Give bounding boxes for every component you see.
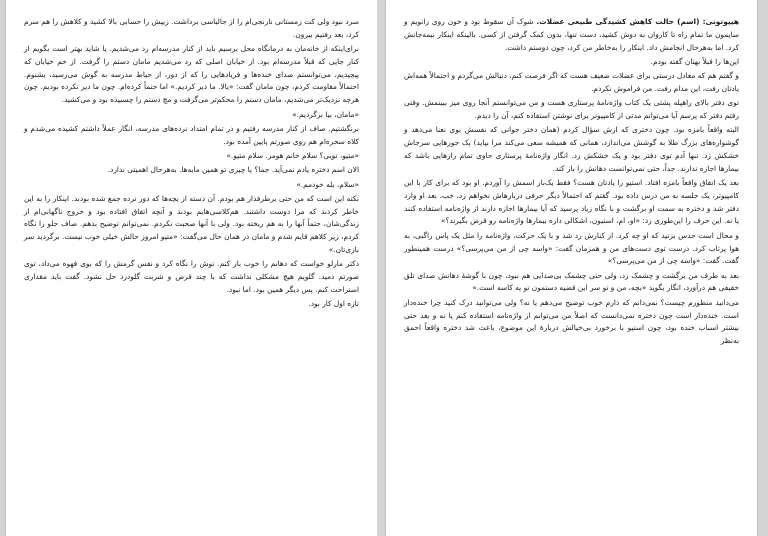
definition-title: هیپوتونی: (اسم) حالت کاهش کشیدگی طبیعی عضلات. [536, 17, 739, 26]
paragraph: «متیو، تویی؟ سلام خانم هومز. سلام متیو.» [226, 150, 359, 160]
paragraph [404, 16, 739, 54]
paragraph: البته واقعاً بامزه بود. چون دختری که ازش سؤال کردم (همان دختر جوانی که نفسش بوی نعنا می‌دهد و گوشواره‌های بزرگ طلا به گوشش می‌اندازد، همانی که همیشه سعی می‌کند مرا بپاید) یک جورهایی سرجاش خشکش زد. تنها آدم توی دفتر بود و یک خشکش زد. انگار واژه‌نامهٔ پرستاری حاوی تمام رازهایی باشد که بیمارها اجازه ندارند. جداً، حتی نمی‌توانست دهانش را باز کند. [404, 125, 739, 173]
page-spine [377, 0, 386, 536]
paragraph: «سلام، بله خودمم.» [296, 179, 359, 189]
paragraph: بعد یک اتفاق واقعاً بامزه افتاد. استیو را یادتان هست؟ فقط یک‌بار اسمش را آوردم. او بود که برای کار با این کامپیوتر، یک جلسه به من درس داده بود. گفتم که احتمالاً دیگر حرفی دربار‌هاش نخواهم زد، خب، بعد او وارد دفتر شد و دختره به سمت او برگشت و با نگاه زیاد پرسید که آیا بیمارها اجازه دارند از واژه‌نامه استفاده کنند یا نه. این حرف را این‌طوری زد: «او، ام، استیون، اشکالی داره بیمارها واژه‌نامه رو قرض بگیرند؟» [404, 178, 739, 226]
paragraph: و گفتم هم که معادل درستی برای عضلات ضعیف هست که اگر فرصت کنم، دنبالش می‌گردم و احتمالاً همه‌اش یادتان رفت، این مدام رفت. من فراموش نکردم. [404, 71, 739, 93]
paragraph: برای‌اینکه از خانه‌مان به درمانگاه محل برسیم باید از کنار مدرسه‌ام رد می‌شدیم. یا شاید بهتر است بگویم از کنار جایی که قبلاً مدرسه‌ام بود. از خیابان اصلی که رد می‌شدیم مامان دستم را گرفت. از خم خیابان که پیچیدیم، می‌توانستم صدای خنده‌ها و فریادهایی را که از دور، از حیاط مدرسه به گوش می‌رسید، بشنوم. احتمالاً مقاومت کردم، چون مامان گفت: «یالا. ما دیر کردیم.» اما حتماً کرده‌ام. چون ما دیر نکرده بودیم. چون هرچه نزدیک‌تر می‌شدیم، مامان دستم را محکم‌تر می‌گرفت و مچ دستم را چسبیده بود و می‌کشید. [24, 44, 359, 105]
paragraph: توی دفتر بالای راهپله پشتی یک کتاب واژه‌نامهٔ پرستاری هست و من می‌توانستم آنجا روی میز ببینمش. وقتی رفتم دفتر که پرسم آیا می‌توانم مدتی از کامپیوتر برای نوشتن استفاده کنم، آن را دیدم. [404, 98, 739, 121]
paragraph: این‌ها را قبلاً بهتان گفته بودم. [650, 56, 739, 66]
paragraph: برنگشتیم. صاف از کنار مدرسه رفتیم و در تمام امتداد نرده‌های مدرسه، انگار عملاً داشتم کشیده می‌شدم و کلاه سخره‌ام هم روی صورتم پایین آمده بود. [24, 123, 359, 146]
paragraph: دکتر مارلو خواست که دهانم را خوب باز کنم. توش را نگاه کرد و نفس گرمش را که بوی قهوه می‌داد، توی صورتم دمید. گلویم هیچ مشکلی نداشت که با چند قرص و شربت گلودرد حل نشود. گفت باید مقداری استراحت کنم. پس دیگر همین بود. اما نبود. [24, 259, 359, 294]
left-page-text [24, 16, 359, 311]
right-page [386, 0, 757, 536]
left-page [6, 0, 377, 536]
right-page-text [404, 16, 739, 348]
paragraph: و محال است حدس بزنید که او چه کرد. از کنارش رد شد و با یک حرکت، واژه‌نامه را مثل یک پاس راگبی، به هوا پرتاب کرد. درست توی دست‌های من و همزمان گفت: «واسه چی از من می‌پرسی؟» درست همینطور گفت. گفت: «واسه چی از من می‌پرسی؟» [404, 230, 739, 266]
paragraph: نکته این است که من حتی برطرفدار هم بودم. آن دسته از بچه‌ها که دور نرده جمع شده بودند. اینکار را به این خاطر کردند که مرا دوست داشتند. هم‌کلاسی‌هایم بودند و آنچه اتفاق افتاده بود و خروج ناگهانی‌ام از زندگی‌شان، حتماً آنها را به هم ریخته بود. ولی با آنها صحبت نکردم. نمی‌توانم توضیح بدهم. صاف جلو را نگاه کردم، زیر کلاهم قایم شدم و مامان در همان حال می‌گفت: «متیو امروز حالش خیلی خوب نیست. برگردید سر بازی‌تان.» [24, 193, 359, 255]
paragraph: سرد نبود ولی کت زمستانی نارنجی‌ام را از جالباسی برداشت. زیپش را حسابی بالا کشید و کلاهش را هم سرم کرد، بعد رفتیم بیرون. [24, 17, 359, 39]
paragraph: «مامان، بیا برگردیم.» [292, 109, 359, 119]
paragraph: بعد به طرف من برگشت و چشمک زد، ولی حتی چشمک بی‌صدایی هم نبود، چون با گوشهٔ دهانش صدای تلق خفیفی هم درآورد، انگار بگوید «بچه، من و تو سر این قضیه دستمون تو یه کاسه است.» [404, 270, 739, 293]
paragraph-text: شوک آن سقوط بود و خون روی زانویم و سایمون ما تمام راه تا کاروان به دوش کشید، دست تنها، بدون کمک گرفتن از کسی. بالینکه اینکار نیمه‌جانش کرد. اما به‌هرحال انجامش داد. اینکار را به‌خاطر من کرد، چون دوستم داشت. [404, 17, 739, 52]
paragraph: الان اسم دختره یادم نمی‌آید. جما؟ یا چیزی تو همین مایه‌ها. به‌هرحال اهمیتی ندارد. [107, 165, 359, 175]
paragraph: می‌دانید منظورم چیست؟ نمی‌دانم که دارم خوب توضیح می‌دهم یا نه؟ ولی می‌توانید درک کنید چرا خنده‌دار است. خنده‌دار است چون دختره نمی‌دانست که اصلاً من می‌توانم از واژه‌نامه استفاده کنم یا نه و بعد حتی بیشتر اسباب خنده بود، چون استیو با برخورد بی‌خیالش دربارهٔ این موضوع، باعث شد دختره واقعاً احمق به‌نظر [404, 297, 739, 346]
paragraph: تازه اول کار بود. [308, 299, 359, 309]
